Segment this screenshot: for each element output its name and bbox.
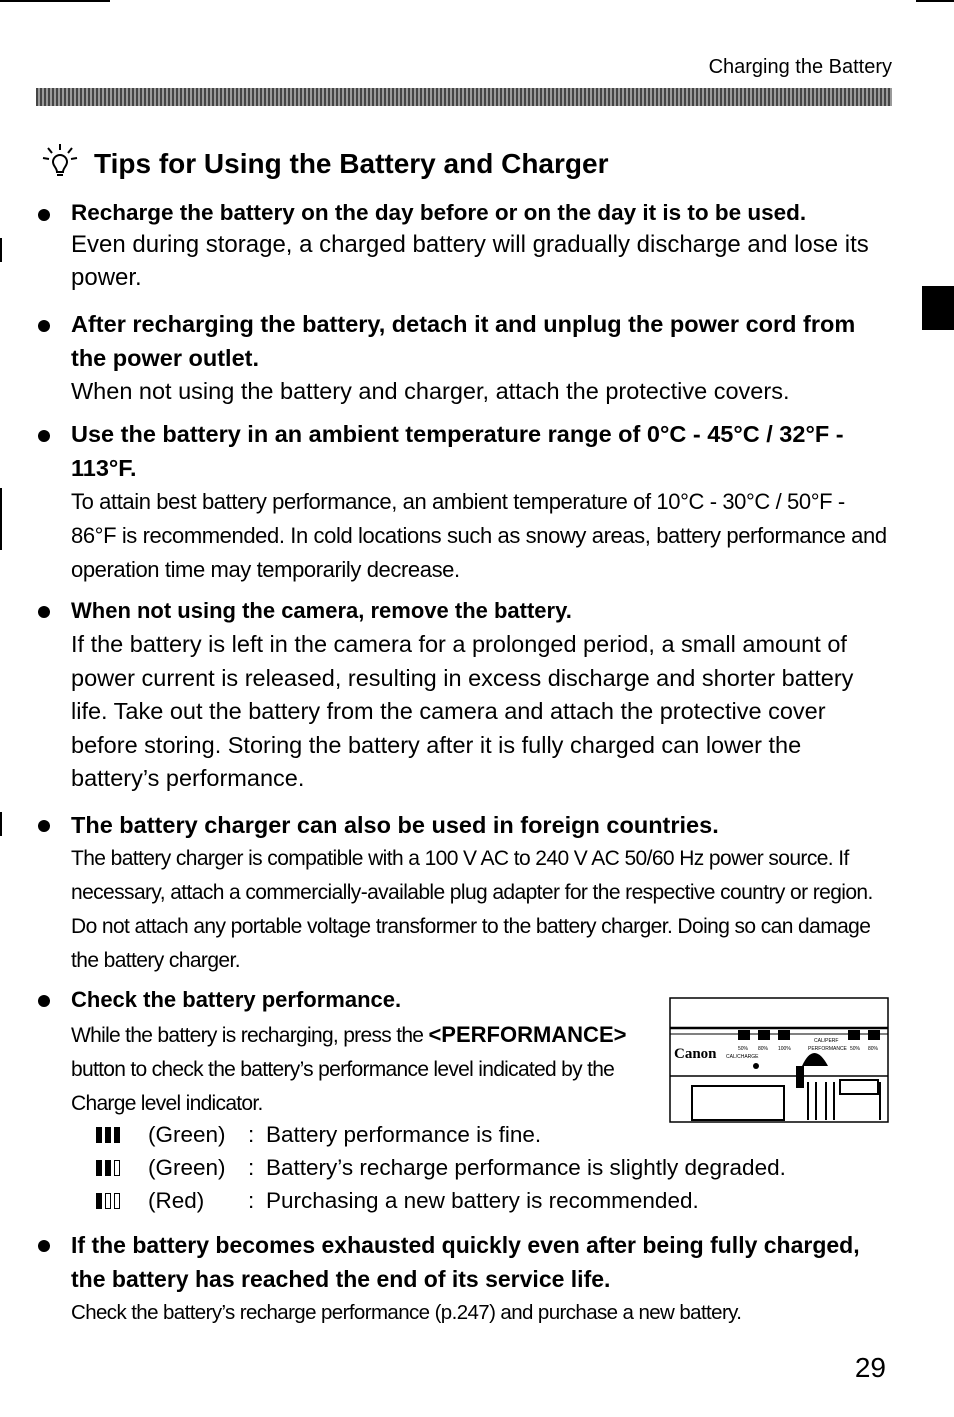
tip-body: If the battery is left in the camera for a prolonged period, a small amount of power current is released, resulting in excess discharge and shorter battery life. Take out the battery from the camera and attach the protective cover before storing. Storing the battery after it is fully charged can lower the battery’s performance. (71, 631, 854, 791)
tip-item (71, 196, 896, 294)
tip-body: When not using the battery and charger, attach the protective covers. (71, 378, 790, 404)
charge-lamp (758, 1030, 770, 1040)
cal-lamp (753, 1063, 759, 1069)
running-header: Charging the Battery (708, 56, 892, 78)
tip-title: Recharge the battery on the day before or on the day it is to be used. (71, 200, 807, 225)
section-title-text: Tips for Using the Battery and Charger (94, 147, 609, 179)
performance-level-row: (Green) : Battery performance is fine. (96, 1120, 541, 1150)
margin-mark (0, 238, 2, 262)
tip-body: Check the battery’s recharge performance (p.247) and purchase a new battery. (71, 1301, 742, 1324)
tip-title: Use the battery in an ambient temperature range of 0°C - 45°C / 32°F - 113°F. (71, 421, 844, 481)
charge-lamp (848, 1030, 860, 1040)
charger-label: CAL/PERF (814, 1038, 839, 1044)
bullet-icon (38, 820, 50, 832)
level-description: Purchasing a new battery is recommended. (266, 1188, 699, 1213)
charge-lamp (868, 1030, 880, 1040)
tip-body-text: button to check the battery’s performance level indicated by the Charge level indicator. (71, 1058, 615, 1115)
tip-item (71, 808, 896, 978)
tip-body: The battery charger is compatible with a 100 V AC to 240 V AC 50/60 Hz power source. If necessary, attach a commercially-available plug adapter for the respective country or region. Do not attach any portable voltage transformer to the battery charger. Doing so can damage the battery charger. (71, 847, 873, 972)
page-number: 29 (854, 1352, 886, 1383)
tip-item (71, 983, 491, 1017)
bullet-icon (38, 430, 50, 442)
charger-illustration (668, 996, 890, 1124)
performance-level-row: (Green) : Battery’s recharge performance is slightly degraded. (96, 1153, 786, 1183)
charger-label: PERFORMANCE (808, 1046, 847, 1052)
tip-title: Check the battery performance. (71, 987, 402, 1012)
tip-body (71, 1018, 661, 1121)
bullet-icon (38, 320, 50, 332)
tip-title: The battery charger can also be used in foreign countries. (71, 812, 719, 838)
level-color: (Red) (148, 1188, 205, 1213)
charger-label: 50% (738, 1046, 749, 1052)
tip-title: After recharging the battery, detach it and unplug the power cord from the power outlet. (71, 311, 856, 371)
charger-label: 80% (868, 1046, 879, 1052)
bullet-icon (38, 1240, 50, 1252)
level-description: Battery performance is fine. (266, 1122, 542, 1147)
tip-title: If the battery becomes exhausted quickly even after being fully charged, the battery has reached the end of its service life. (71, 1232, 860, 1292)
tip-item (71, 307, 861, 408)
level-description: Battery’s recharge performance is slightly degraded. (266, 1155, 786, 1180)
bullet-icon (38, 995, 50, 1007)
level-color: (Green) (148, 1122, 226, 1147)
charge-level-3-icon (96, 1127, 148, 1143)
level-color: (Green) (148, 1155, 226, 1180)
bullet-icon (38, 209, 50, 221)
section-title (40, 142, 608, 185)
crop-mark-right (916, 0, 954, 2)
charge-level-1-icon (96, 1193, 148, 1209)
tip-body: To attain best battery performance, an ambient temperature of 10°C - 30°C / 50°F - 86°F is recommended. In cold locations such as snowy areas, battery performance and operation time may temporarily decrease. (71, 489, 887, 582)
tip-item (71, 594, 886, 796)
charger-label: 100% (778, 1046, 791, 1052)
tip-body: Even during storage, a charged battery will gradually discharge and lose its power. (71, 231, 869, 291)
charge-lamp (778, 1030, 790, 1040)
tip-item (71, 417, 893, 587)
tip-body-text: While the battery is recharging, press the (71, 1024, 424, 1047)
margin-mark (0, 488, 2, 550)
performance-button-label: <PERFORMANCE> (428, 1022, 627, 1047)
tip-lightbulb-icon (40, 142, 80, 185)
charger-label: 80% (758, 1046, 769, 1052)
charge-lamp (738, 1030, 750, 1040)
header-bar (36, 88, 892, 106)
bullet-icon (38, 606, 50, 618)
charger-label: 50% (850, 1046, 861, 1052)
tip-item (71, 1228, 886, 1330)
charge-level-2-icon (96, 1160, 148, 1176)
chapter-tab (922, 286, 954, 330)
performance-level-row: (Red) : Purchasing a new battery is recommended. (96, 1186, 699, 1216)
charger-brand: Canon (674, 1046, 717, 1062)
tip-title: When not using the camera, remove the battery. (71, 598, 572, 623)
margin-mark (0, 812, 2, 836)
finger-icon (796, 1066, 804, 1088)
charger-label: CAL/CHARGE (726, 1054, 759, 1060)
crop-mark-left (0, 0, 110, 2)
